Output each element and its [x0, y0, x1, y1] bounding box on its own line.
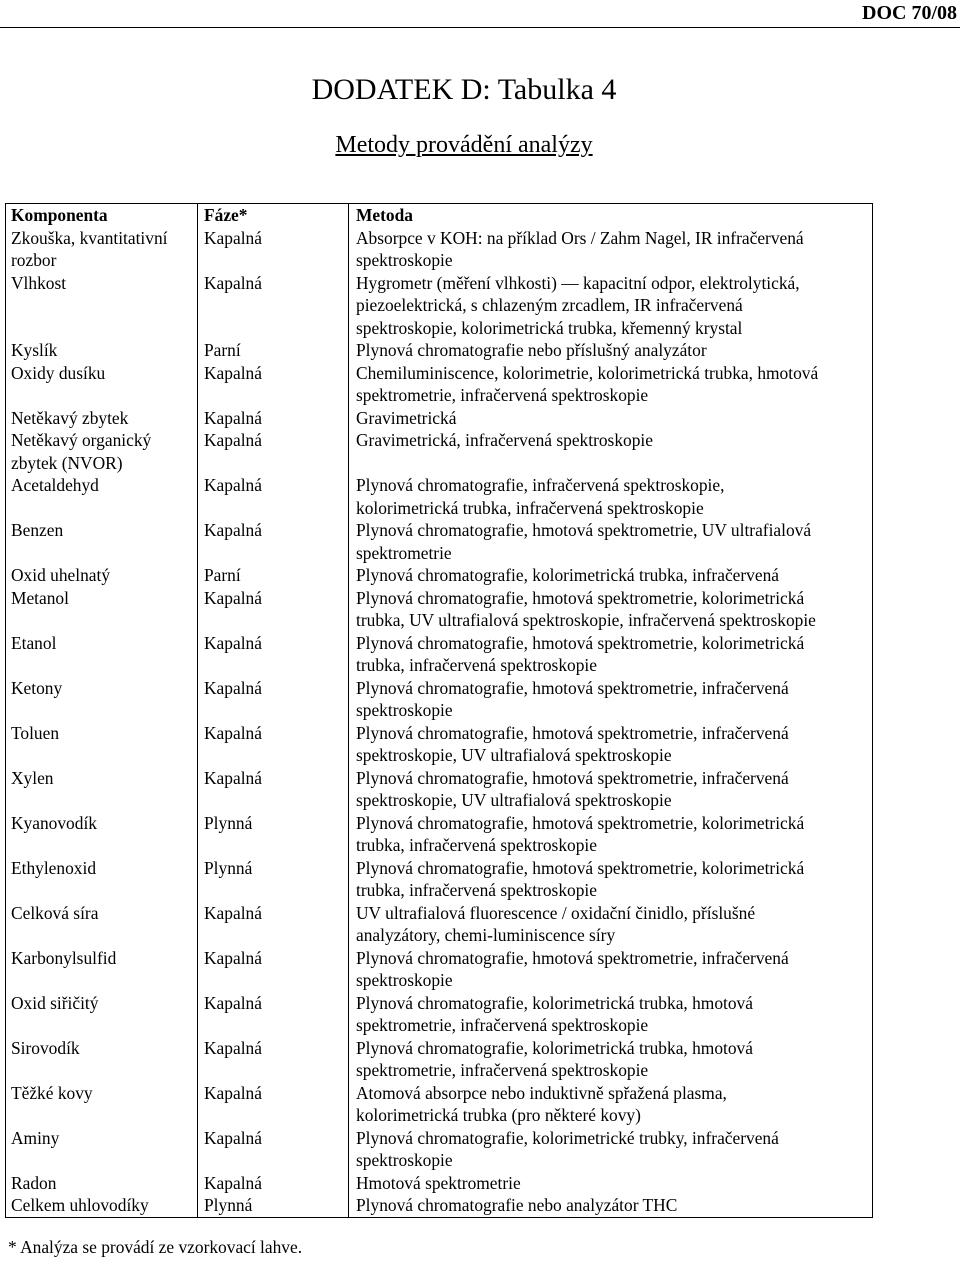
phase-cell	[198, 1037, 349, 1082]
method-cell	[349, 564, 873, 587]
phase-cell	[198, 227, 349, 272]
phase-cell	[198, 992, 349, 1037]
phase-cell	[198, 722, 349, 767]
table-row	[6, 519, 873, 564]
method-cell	[349, 1037, 873, 1082]
method-text: trubka, infračervená spektroskopie	[356, 880, 597, 900]
phase-text: Kapalná	[204, 1127, 262, 1148]
table-header	[6, 204, 873, 227]
phase-cell	[198, 272, 349, 340]
component-cell	[6, 1172, 198, 1195]
method-cell	[349, 677, 873, 722]
method-text: spektrometrie	[356, 542, 452, 563]
method-text: Plynová chromatografie, hmotová spektrometrie, kolorimetrická	[356, 812, 805, 833]
component-text: Ethylenoxid	[11, 857, 97, 878]
component-cell	[6, 362, 198, 407]
phase-text: Kapalná	[204, 902, 262, 923]
component-cell	[6, 857, 198, 902]
page-title-text: DODATEK D: Tabulka 4	[311, 73, 617, 106]
method-text: Atomová absorpce nebo induktivně spřažená plasma,	[356, 1082, 727, 1103]
header-rule	[0, 27, 960, 28]
method-cell	[349, 812, 873, 857]
method-cell	[349, 587, 873, 632]
method-cell	[349, 722, 873, 767]
method-text: trubka, infračervená spektroskopie	[356, 655, 597, 675]
table-row	[6, 812, 873, 857]
phase-cell	[198, 1172, 349, 1195]
method-cell	[349, 1194, 873, 1217]
method-text: spektrometrie, infračervená spektroskopie	[356, 1060, 649, 1080]
component-cell	[6, 632, 198, 677]
method-text: Plynová chromatografie, hmotová spektrometrie, kolorimetrická	[356, 857, 805, 878]
method-cell	[349, 632, 873, 677]
method-cell	[349, 767, 873, 812]
table-row	[6, 1037, 873, 1082]
phase-text: Kapalná	[204, 1037, 262, 1058]
method-text: Plynová chromatografie, hmotová spektrometrie, infračervená	[356, 677, 789, 698]
method-text: Plynová chromatografie, hmotová spektrometrie, infračervená	[356, 947, 789, 968]
component-cell	[6, 1082, 198, 1127]
method-text: trubka, UV ultrafialová spektroskopie, infračervená spektroskopie	[356, 610, 816, 630]
phase-text: Parní	[204, 340, 241, 360]
method-text: kolorimetrická trubka (pro některé kovy)	[356, 1105, 641, 1125]
component-text: Toluen	[11, 722, 60, 743]
method-text: spektroskopie, UV ultrafialová spektroskopie	[356, 745, 672, 765]
page-subtitle-text: Metody provádění analýzy	[335, 132, 593, 158]
component-cell	[6, 1127, 198, 1172]
component-text: Sirovodík	[11, 1037, 80, 1058]
method-text: Plynová chromatografie, hmotová spektrometrie, kolorimetrická	[356, 587, 805, 608]
method-cell	[349, 429, 873, 474]
method-cell	[349, 1172, 873, 1195]
component-text: Ketony	[11, 677, 63, 698]
column-header-method: Metoda	[349, 204, 873, 227]
column-header-component: Komponenta	[6, 204, 198, 227]
phase-cell	[198, 632, 349, 677]
table-header-row	[6, 204, 873, 227]
phase-text: Parní	[204, 565, 241, 585]
phase-text: Kapalná	[204, 407, 262, 428]
table-row	[6, 227, 873, 272]
table-row	[6, 722, 873, 767]
table-row	[6, 1194, 873, 1217]
table-row	[6, 339, 873, 362]
method-text: Hygrometr (měření vlhkosti) — kapacitní odpor, elektrolytická,	[356, 272, 800, 293]
method-text: kolorimetrická trubka, infračervená spektroskopie	[356, 497, 704, 518]
method-text: piezoelektrická, s chlazeným zrcadlem, IR infračervená	[356, 295, 743, 315]
method-cell	[349, 857, 873, 902]
component-text: Oxid siřičitý	[11, 992, 99, 1013]
table-row	[6, 857, 873, 902]
phase-text: Plynná	[204, 812, 253, 833]
column-header-phase: Fáze*	[198, 204, 349, 227]
phase-text: Kapalná	[204, 677, 262, 698]
phase-text: Kapalná	[204, 722, 262, 743]
table-row	[6, 767, 873, 812]
method-text: spektrometrie, infračervená spektroskopie	[356, 385, 649, 405]
analysis-methods-table	[5, 203, 873, 1218]
phase-text: Kapalná	[204, 227, 262, 248]
table-row	[6, 362, 873, 407]
method-cell	[349, 1082, 873, 1127]
table-row	[6, 947, 873, 992]
method-text: analyzátory, chemi-luminiscence síry	[356, 925, 616, 945]
component-text: Etanol	[11, 632, 57, 653]
phase-cell	[198, 767, 349, 812]
phase-text: Plynná	[204, 857, 253, 878]
component-text: Netěkavý zbytek	[11, 407, 129, 428]
component-cell	[6, 587, 198, 632]
method-text: Chemiluminiscence, kolorimetrie, kolorimetrická trubka, hmotová	[356, 362, 819, 383]
table-row	[6, 587, 873, 632]
component-text: Karbonylsulfid	[11, 947, 117, 968]
phase-text: Kapalná	[204, 947, 262, 968]
component-cell	[6, 992, 198, 1037]
component-text: Metanol	[11, 587, 69, 608]
component-text: Oxidy dusíku	[11, 362, 106, 383]
component-text: Aminy	[11, 1127, 60, 1148]
method-text: Absorpce v KOH: na příklad Ors / Zahm Nagel, IR infračervená	[356, 227, 804, 248]
method-cell	[349, 474, 873, 519]
component-text: Celkem uhlovodíky	[11, 1195, 149, 1215]
table-row	[6, 1172, 873, 1195]
footnote: * Analýza se provádí ze vzorkovací lahve.	[8, 1237, 303, 1257]
phase-text: Plynná	[204, 1195, 253, 1215]
phase-cell	[198, 339, 349, 362]
method-text: Gravimetrická, infračervená spektroskopie	[356, 430, 653, 450]
phase-text: Kapalná	[204, 992, 262, 1013]
method-text: spektroskopie	[356, 1150, 453, 1170]
method-cell	[349, 339, 873, 362]
phase-text: Kapalná	[204, 475, 262, 495]
component-cell	[6, 339, 198, 362]
table-row	[6, 677, 873, 722]
phase-cell	[198, 564, 349, 587]
phase-cell	[198, 587, 349, 632]
component-cell	[6, 722, 198, 767]
component-text: Celková síra	[11, 902, 99, 923]
method-text: spektroskopie	[356, 700, 453, 720]
method-cell	[349, 272, 873, 340]
method-text: Plynová chromatografie, kolorimetrická trubka, infračervená	[356, 565, 779, 585]
method-cell	[349, 362, 873, 407]
method-cell	[349, 992, 873, 1037]
component-cell	[6, 564, 198, 587]
component-text: rozbor	[11, 250, 57, 270]
component-cell	[6, 519, 198, 564]
component-text: Kyslík	[11, 340, 58, 360]
method-cell	[349, 947, 873, 992]
phase-cell	[198, 1082, 349, 1127]
component-text: zbytek (NVOR)	[11, 452, 123, 473]
table-body	[6, 227, 873, 1218]
component-text: Těžké kovy	[11, 1082, 93, 1103]
phase-text: Kapalná	[204, 587, 262, 608]
component-text: Vlhkost	[11, 272, 67, 293]
table-row	[6, 272, 873, 340]
phase-cell	[198, 677, 349, 722]
method-cell	[349, 902, 873, 947]
component-cell	[6, 272, 198, 340]
table-row	[6, 407, 873, 430]
phase-cell	[198, 407, 349, 430]
phase-text: Kapalná	[204, 767, 262, 788]
method-text: UV ultrafialová fluorescence / oxidační činidlo, příslušné	[356, 902, 756, 923]
component-cell	[6, 767, 198, 812]
page-subtitle	[0, 130, 928, 160]
method-text: spektroskopie, UV ultrafialová spektroskopie	[356, 790, 672, 810]
phase-cell	[198, 1127, 349, 1172]
method-text: Plynová chromatografie, infračervená spektroskopie,	[356, 475, 725, 495]
method-cell	[349, 519, 873, 564]
method-text: spektrometrie, infračervená spektroskopie	[356, 1015, 649, 1035]
component-cell	[6, 677, 198, 722]
method-text: Plynová chromatografie, hmotová spektrometrie, infračervená	[356, 722, 789, 743]
component-cell	[6, 474, 198, 519]
method-text: Plynová chromatografie, kolorimetrická trubka, hmotová	[356, 1037, 753, 1058]
method-text: Plynová chromatografie nebo příslušný analyzátor	[356, 340, 707, 360]
table-row	[6, 564, 873, 587]
table-row	[6, 902, 873, 947]
phase-text: Kapalná	[204, 520, 262, 540]
table-row	[6, 992, 873, 1037]
method-text: spektroskopie	[356, 250, 453, 270]
component-cell	[6, 812, 198, 857]
method-text: Plynová chromatografie nebo analyzátor THC	[356, 1195, 678, 1215]
component-text: Kyanovodík	[11, 812, 97, 833]
phase-cell	[198, 429, 349, 474]
method-text: Plynová chromatografie, hmotová spektrometrie, infračervená	[356, 767, 789, 788]
phase-text: Kapalná	[204, 1172, 262, 1193]
phase-text: Kapalná	[204, 272, 262, 293]
method-text: Plynová chromatografie, kolorimetrická trubka, hmotová	[356, 992, 753, 1013]
document-id: DOC 70/08	[862, 2, 957, 24]
phase-cell	[198, 362, 349, 407]
phase-cell	[198, 857, 349, 902]
method-text: Gravimetrická	[356, 407, 457, 428]
method-cell	[349, 227, 873, 272]
phase-text: Kapalná	[204, 632, 262, 653]
phase-text: Kapalná	[204, 362, 262, 383]
component-text: Benzen	[11, 520, 64, 540]
method-cell	[349, 407, 873, 430]
component-cell	[6, 1037, 198, 1082]
table-row	[6, 1127, 873, 1172]
method-cell	[349, 1127, 873, 1172]
method-text: spektroskopie	[356, 970, 453, 990]
component-text: Acetaldehyd	[11, 475, 99, 495]
phase-cell	[198, 902, 349, 947]
table-row	[6, 474, 873, 519]
component-cell	[6, 407, 198, 430]
phase-cell	[198, 519, 349, 564]
component-text: Netěkavý organický	[11, 430, 152, 450]
phase-cell	[198, 812, 349, 857]
table-row	[6, 429, 873, 474]
method-text: Hmotová spektrometrie	[356, 1172, 521, 1193]
method-text: Plynová chromatografie, hmotová spektrometrie, kolorimetrická	[356, 632, 805, 653]
component-text: Radon	[11, 1172, 57, 1193]
method-text: Plynová chromatografie, kolorimetrické trubky, infračervená	[356, 1127, 779, 1148]
phase-cell	[198, 1194, 349, 1217]
component-cell	[6, 947, 198, 992]
phase-cell	[198, 947, 349, 992]
table-row	[6, 1082, 873, 1127]
component-cell	[6, 227, 198, 272]
phase-cell	[198, 474, 349, 519]
method-text: trubka, infračervená spektroskopie	[356, 835, 597, 855]
phase-text: Kapalná	[204, 430, 262, 450]
page-title	[0, 72, 928, 108]
component-cell	[6, 1194, 198, 1217]
table-row	[6, 632, 873, 677]
component-cell	[6, 429, 198, 474]
component-cell	[6, 902, 198, 947]
component-text: Oxid uhelnatý	[11, 565, 111, 585]
phase-text: Kapalná	[204, 1082, 262, 1103]
method-text: spektroskopie, kolorimetrická trubka, křemenný krystal	[356, 317, 743, 338]
method-text: Plynová chromatografie, hmotová spektrometrie, UV ultrafialová	[356, 520, 812, 540]
component-text: Xylen	[11, 767, 54, 788]
component-text: Zkouška, kvantitativní	[11, 227, 168, 248]
